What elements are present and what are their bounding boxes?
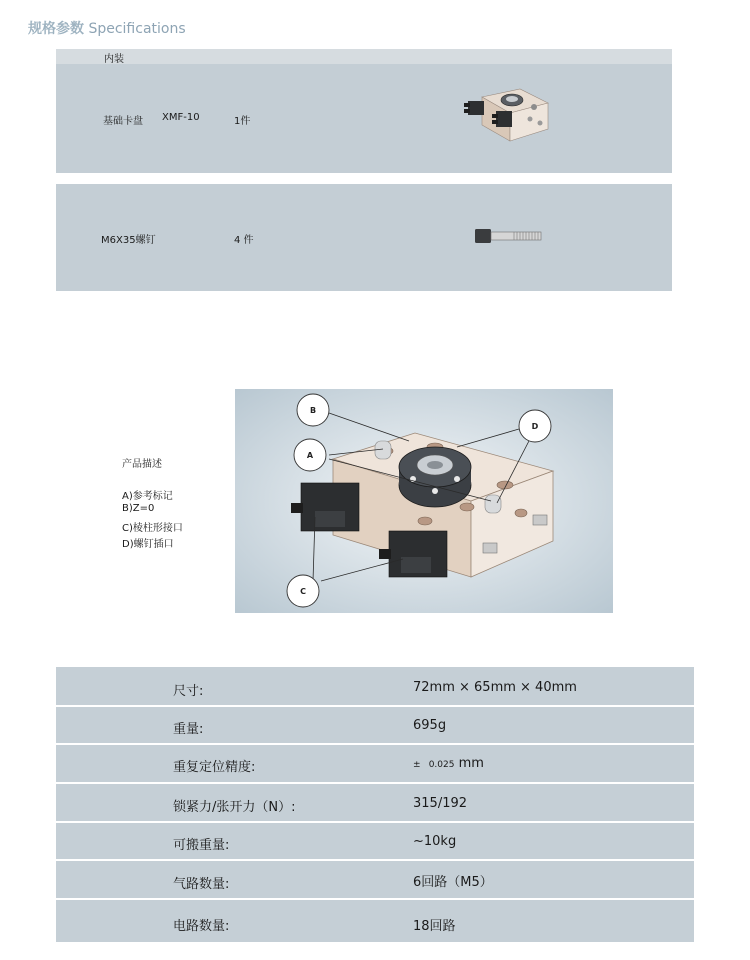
spec-label: 锁紧力/张开力（N）:	[173, 800, 296, 815]
spec-row-dimensions	[56, 667, 694, 705]
spec-label: 电路数量:	[173, 919, 230, 934]
spec-value: 72mm × 65mm × 40mm	[413, 680, 577, 695]
chuck-thumbnail-image	[460, 83, 552, 145]
callout-a: A	[306, 451, 314, 460]
spec-label: 重复定位精度:	[173, 760, 256, 775]
spec-row-repeatability	[56, 745, 694, 782]
package-item-qty: 4 件	[234, 235, 254, 246]
product-photo	[235, 389, 613, 613]
spec-row-electric-circuits	[56, 900, 694, 942]
package-item-model: XMF-10	[162, 112, 200, 123]
spec-row-payload	[56, 823, 694, 859]
spec-value: 6回路（M5）	[413, 875, 493, 890]
section-title	[28, 18, 186, 38]
spec-row-clamping-force	[56, 784, 694, 821]
screw-image	[474, 228, 544, 244]
package-heading: 内装	[104, 54, 124, 65]
spec-value-prefix: ±	[413, 760, 421, 770]
spec-value-unit: mm	[458, 756, 484, 771]
package-item-chuck	[56, 49, 672, 173]
description-item-a: A)参考标记	[122, 491, 173, 502]
package-item-screw	[56, 184, 672, 291]
package-item-name: 基础卡盘	[103, 116, 143, 127]
spec-value: 695g	[413, 718, 447, 733]
package-heading-bar	[56, 49, 672, 64]
spec-row-weight	[56, 707, 694, 743]
spec-value-number: 0.025	[428, 760, 455, 770]
spec-label: 尺寸:	[173, 684, 204, 699]
spec-label: 气路数量:	[173, 877, 230, 892]
section-title-zh: 规格参数	[28, 21, 84, 37]
callout-d: D	[531, 422, 539, 431]
package-item-qty: 1件	[234, 116, 251, 127]
spec-label: 重量:	[173, 722, 204, 737]
spec-row-air-circuits	[56, 861, 694, 898]
spec-label: 可搬重量:	[173, 838, 230, 853]
spec-value: ~10kg	[413, 834, 457, 849]
description-title: 产品描述	[122, 459, 162, 470]
spec-value	[413, 756, 484, 771]
callout-b: B	[309, 406, 317, 415]
description-item-d: D)螺钉插口	[122, 539, 174, 550]
description-item-b: B)Z=0	[122, 503, 155, 514]
callout-c: C	[300, 587, 306, 596]
spec-value: 18回路	[413, 919, 456, 934]
package-item-name: M6X35螺钉	[101, 235, 156, 246]
spec-value: 315/192	[413, 796, 468, 811]
description-item-c: C)棱柱形接口	[122, 523, 183, 534]
section-title-en: Specifications	[88, 21, 186, 37]
